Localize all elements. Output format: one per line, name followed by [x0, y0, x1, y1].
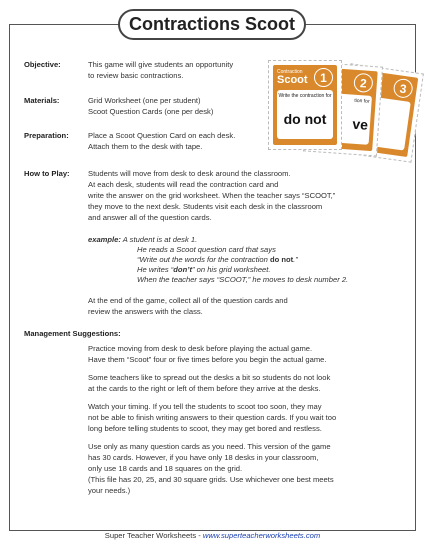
card-answer: ve: [351, 115, 369, 133]
example-label: example:: [88, 235, 121, 244]
contraction-words: do not: [269, 255, 294, 264]
materials-label: Materials:: [24, 96, 60, 105]
end-of-game-text: At the end of the game, collect all of the question cards and review the answers with the class.: [88, 296, 288, 316]
materials-text: Grid Worksheet (one per student) Scoot Question Cards (one per desk): [88, 96, 214, 116]
objective-label: Objective:: [24, 60, 61, 69]
page-title: Contractions Scoot: [128, 14, 295, 34]
footer: [0, 531, 425, 540]
card-number: 3: [392, 78, 413, 99]
card-number: 1: [314, 68, 333, 87]
title-box: [118, 9, 306, 40]
example-block: example: A student is at desk 1. He reads a Scoot question card that says “Write out the words for the contraction do not.” He writes “don’t” on his grid worksheet. When the teacher says “SCOOT,” he moves to desk number 2.: [88, 235, 349, 284]
card-prompt: Write the contraction for: [278, 93, 332, 99]
footer-text: Super Teacher Worksheets -: [104, 531, 203, 540]
management-label: Management Suggestions:: [24, 329, 121, 338]
card-prompt: tion for: [354, 97, 370, 105]
scoot-card-1: [268, 60, 342, 150]
management-p4: Use only as many question cards as you need. This version of the game has 30 cards. However, if you have only 18 desks in your classroom, only use 18 cards and 18 squares on the grid. (This file has 20, 25, and 30 square grids. Use whichever one best meets your needs.): [88, 442, 334, 495]
card-number: 2: [353, 73, 373, 93]
footer-link[interactable]: www.superteacherworksheets.com: [202, 531, 321, 540]
contraction-answer: don’t: [173, 265, 192, 274]
objective-text: This game will give students an opportunity to review basic contractions.: [88, 60, 234, 80]
how-to-play-label: How to Play:: [24, 169, 70, 178]
how-to-play-text: Students will move from desk to desk around the classroom. At each desk, students will read the contraction card and write the answer on the grid worksheet. When the teacher says “SCOOT,” they move to the next desk. Students visit each desk in the classroom and answer all of the question cards.: [88, 169, 336, 222]
management-p1: Practice moving from desk to desk before playing the actual game. Have them “Scoot” four or five times before you begin the actual game.: [88, 344, 327, 364]
card-answer: do not: [283, 111, 327, 127]
card-header: Contraction Scoot: [277, 69, 308, 86]
management-p2: Some teachers like to spread out the desks a bit so students do not look at the cards to the right or left of them before they arrive at the desks.: [88, 373, 331, 393]
management-p3: Watch your timing. If you tell the students to scoot too soon, they may not be able to finish writing answers to their question cards. If you wait too long before telling students to scoot, they may get bored and restless.: [88, 402, 337, 433]
preparation-label: Preparation:: [24, 131, 69, 140]
preparation-text: Place a Scoot Question Card on each desk. Attach them to the desk with tape.: [88, 131, 236, 151]
